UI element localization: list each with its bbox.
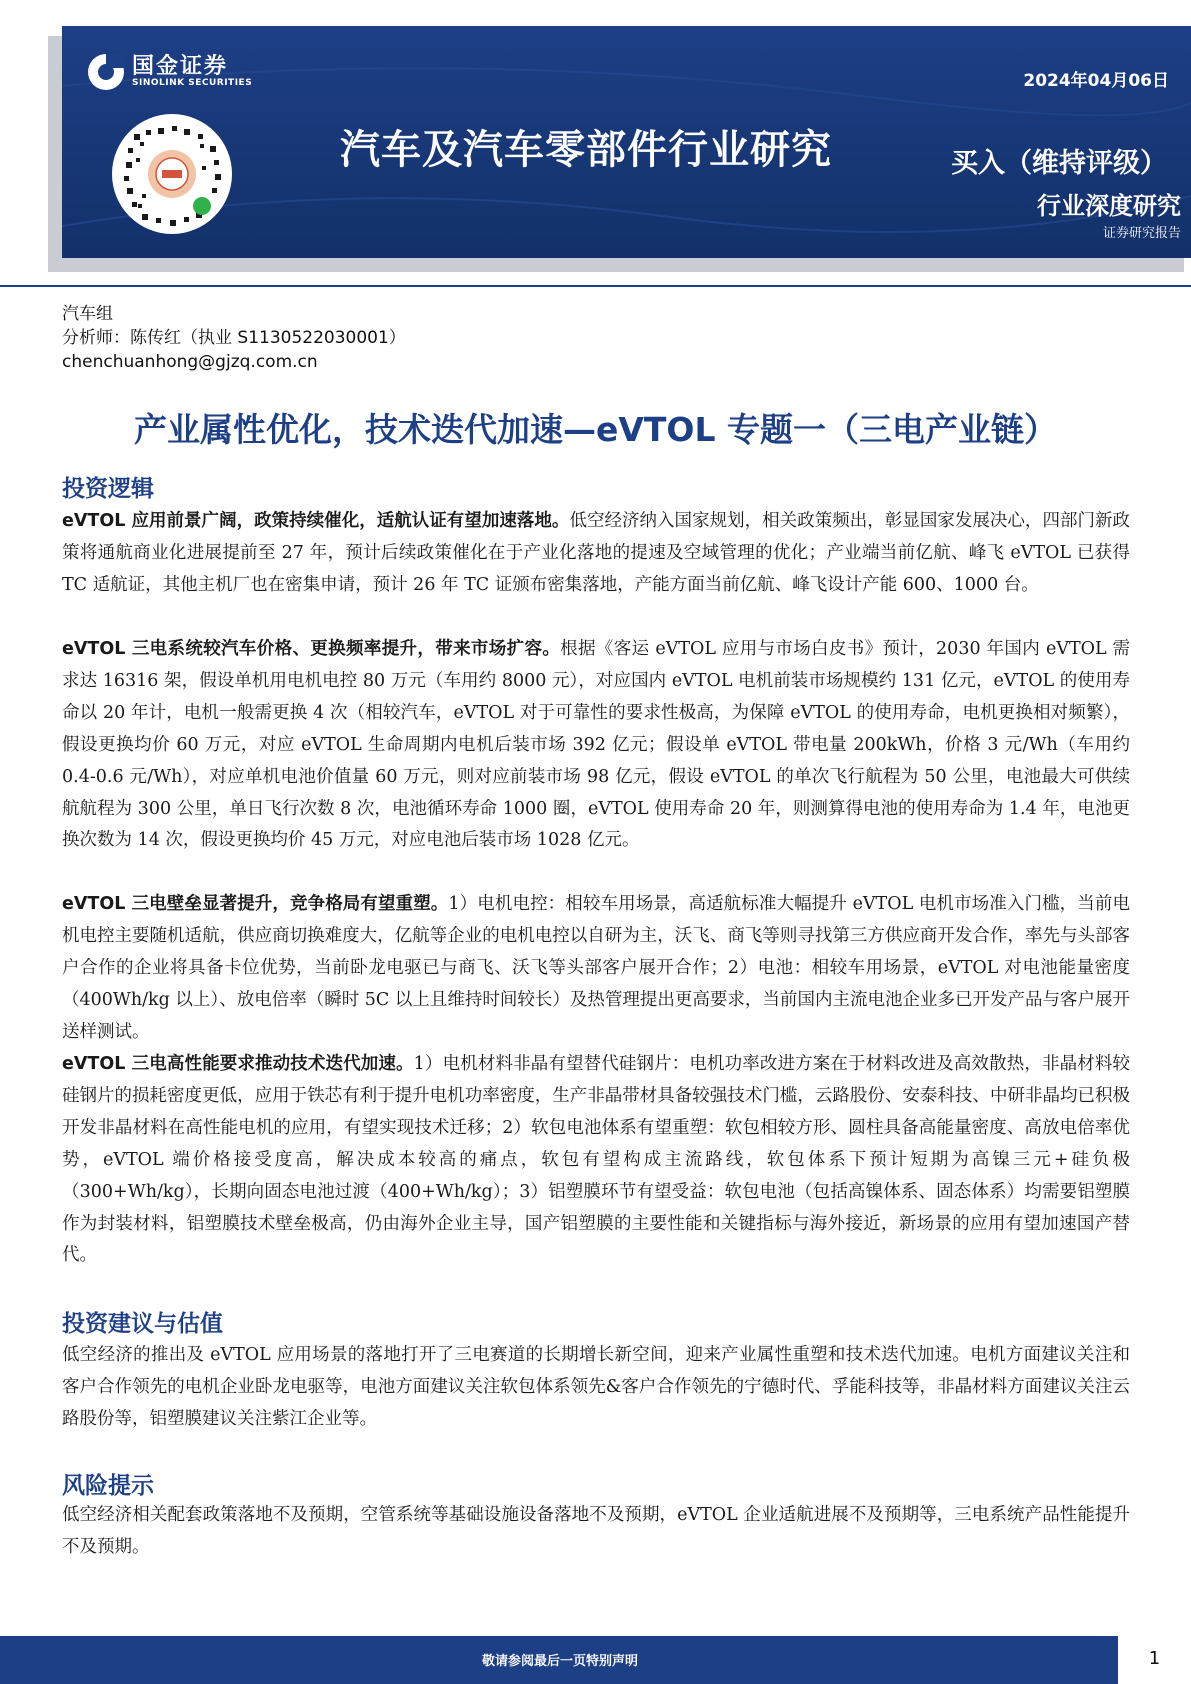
logo-chinese-name: 国金证券 [132,53,229,79]
report-subtype: 证券研究报告 [1102,226,1181,241]
logic-paragraph-2 [62,634,1130,857]
logic-paragraph-1 [62,506,1130,602]
analyst-email[interactable]: chenchuanhong@gjzq.com.cn [62,352,318,372]
logic-paragraph-2-body: 根据《客运 eVTOL 应用与市场白皮书》预计，2030 年国内 eVTOL 需求达 16316 架，假设单机用电机电控 80 万元（车用约 8000 元），对应国内 eVTOL 电机前装市场规模约 131 亿元，eVTOL 的使用寿命以 20 年计，电机一般需更换 4 次（相较汽车，eVTOL 对于可靠性的要求性极高，为保障 eVTOL 的使用寿命，电机更换相对频繁），假设更换均价 60 万元，对应 eVTOL 生命周期内电机后装市场 392 亿元；假设单 eVTOL 带电量 200kWh，价格 3 元/Wh（车用约 0.4-0.6 元/Wh），对应单机电池价值量 60 万元，则对应前装市场 98 亿元，假设 eVTOL 的单次飞行航程为 50 公里，电池最大可供续航航程为 300 公里，单日飞行次数 8 次，电池循环寿命 1000 圈，eVTOL 使用寿命 20 年，则测算得电池的使用寿命为 1.4 年，电池更换次数为 14 次，假设更换均价 45 万元，对应电池后装市场 1028 亿元。 [62,639,1130,851]
logic-paragraph-1-body: 低空经济纳入国家规划，相关政策频出，彰显国家发展决心，四部门新政策将通航商业化进展提前至 27 年，预计后续政策催化在于产业化落地的提速及空域管理的优化；产业端当前亿航、峰飞 eVTOL 已获得 TC 适航证，其他主机厂也在密集申请，预计 26 年 TC 证颁布密集落地，产能方面当前亿航、峰飞设计产能 600、1000 台。 [62,511,1131,595]
section-heading-risk: 风险提示 [62,1473,154,1499]
footer-disclaimer: 敬请参阅最后一页特别声明 [481,1654,638,1669]
qr-code-icon [112,114,232,234]
analyst-name: 分析师：陈传红（执业 S1130522030001） [62,328,406,348]
logic-paragraph-4-lead: eVTOL 三电高性能要求推动技术迭代加速。 [62,1054,414,1074]
logic-paragraph-3-lead: eVTOL 三电壁垒显著提升，竞争格局有望重塑。 [62,894,449,914]
logic-paragraph-1-lead: eVTOL 应用前景广阔，政策持续催化，适航认证有望加速落地。 [62,511,570,531]
company-logo [88,54,252,90]
logo-mark-icon [88,54,124,90]
document-title: 产业属性优化，技术迭代加速—eVTOL 专题一（三电产业链） [133,410,1057,449]
rating-badge: 买入（维持评级） [951,148,1167,179]
logic-paragraph-4 [62,1049,1130,1272]
analyst-group: 汽车组 [62,304,113,324]
section-heading-logic: 投资逻辑 [62,476,154,502]
report-type: 行业深度研究 [1037,192,1181,220]
report-date: 2024年04月06日 [1023,71,1169,91]
risk-paragraph: 低空经济相关配套政策落地不及预期，空管系统等基础设施设备落地不及预期，eVTOL 企业适航进展不及预期等，三电系统产品性能提升不及预期。 [62,1505,1130,1557]
logic-paragraph-2-lead: eVTOL 三电系统较汽车价格、更换频率提升，带来市场扩容。 [62,639,561,659]
advice-paragraph: 低空经济的推出及 eVTOL 应用场景的落地打开了三电赛道的长期增长新空间，迎来产业属性重塑和技术迭代加速。电机方面建议关注和客户合作领先的电机企业卧龙电驱等，电池方面建议关注软包体系领先&客户合作领先的宁德时代、孚能科技等，非晶材料方面建议关注云路股份等，铝塑膜建议关注紫江企业等。 [62,1345,1130,1429]
logic-paragraph-3 [62,889,1130,1049]
logic-paragraph-3-body: 1）电机电控：相较车用场景，高适航标准大幅提升 eVTOL 电机市场准入门槛，当前电机电控主要随机适航，供应商切换难度大，亿航等企业的电机电控以自研为主，沃飞、商飞等则寻找第三方供应商开发合作，率先与头部客户合作的企业将具备卡位优势，当前卧龙电驱已与商飞、沃飞等头部客户展开合作；2）电池：相较车用场景，eVTOL 对电池能量密度（400Wh/kg 以上）、放电倍率（瞬时 5C 以上且维持时间较长）及热管理提出更高要求，当前国内主流电池企业多已开发产品与客户展开送样测试。 [62,894,1130,1042]
logo-english-name: SINOLINK SECURITIES [132,78,253,89]
header-rule [0,285,1191,287]
header-banner [62,26,1191,258]
section-heading-advice: 投资建议与估值 [62,1311,223,1337]
industry-title: 汽车及汽车零部件行业研究 [340,127,832,173]
analyst-block [62,302,406,374]
page-number: 1 [1148,1648,1161,1669]
logic-paragraph-4-body: 1）电机材料非晶有望替代硅钢片：电机功率改进方案在于材料改进及高效散热，非晶材料较硅钢片的损耗密度更低，应用于铁芯有利于提升电机功率密度，生产非晶带材具备较强技术门槛，云路股份、安泰科技、中研非晶均已积极开发非晶材料在高性能电机的应用，有望实现技术迁移；2）软包电池体系有望重塑：软包相较方形、圆柱具备高能量密度、高放电倍率优势，eVTOL 端价格接受度高，解决成本较高的痛点，软包有望构成主流路线，软包体系下预计短期为高镍三元+硅负极（300+Wh/kg），长期向固态电池过渡（400+Wh/kg）；3）铝塑膜环节有望受益：软包电池（包括高镍体系、固态体系）均需要铝塑膜作为封装材料，铝塑膜技术壁垒极高，仍由海外企业主导，国产铝塑膜的主要性能和关键指标与海外接近，新场景的应用有望加速国产替代。 [62,1054,1130,1266]
